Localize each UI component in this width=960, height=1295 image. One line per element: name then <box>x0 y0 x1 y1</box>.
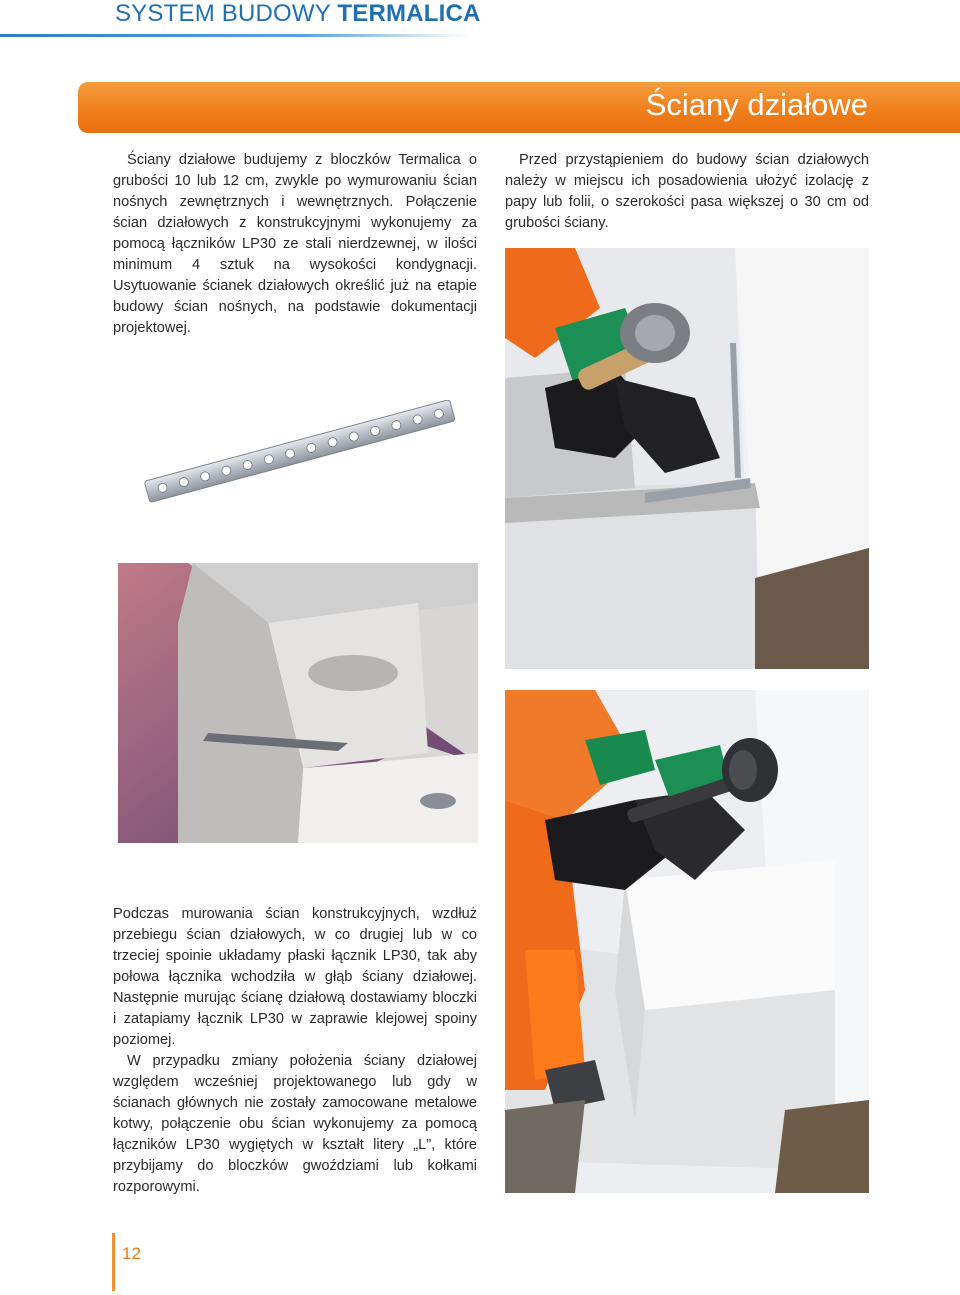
page-number-bar <box>112 1233 115 1291</box>
intro-paragraph: Ściany działowe budujemy z bloczków Termalica o grubości 10 lub 12 cm, zwykle po wymurowaniu ścian nośnych zewnętrznych i wewnętrznych. Połączenie ścian działowych z konstrukcyjnymi wykonujemy za pomocą łączników LP30 ze stali nierdzewnej, w ilości minimum 4 sztuk na wysokości kondygnacji. Usytuowanie ścianek działowych określić już na etapie budowy ścian nośnych, na podstawie dokumentacji projektowej. <box>113 152 477 336</box>
page-number: 12 <box>122 1244 141 1263</box>
photo-block-placement <box>505 690 869 1193</box>
photo-corner-installation <box>505 248 869 669</box>
header-title-bold: TERMALICA <box>337 0 481 27</box>
masonry-paragraph: Podczas murowania ścian konstrukcyjnych, wzdłuż przebiegu ścian działowych, w co drugiej lub w co trzeciej spoinie układamy płaski łącznik LP30, tak aby połowa łącznika wchodziła w głąb ściany działowej. Następnie murując ścianę działową dostawiamy bloczki i zatapiamy łącznik LP30 w zaprawie klejowej spoiny poziomej. <box>113 906 477 1048</box>
section-title: Ściany działowe <box>645 87 868 122</box>
header-title <box>115 0 481 28</box>
header-title-regular: SYSTEM BUDOWY <box>115 0 338 27</box>
lp30-connector-image <box>140 400 460 505</box>
header-underline <box>0 34 470 37</box>
photo-blocks-with-connector <box>118 563 478 843</box>
change-paragraph: W przypadku zmiany położenia ściany działowej względem wcześniej projektowanego lub gdy w ścianach głównych nie zostały zamocowane metalowe kotwy, połączenie obu ścian wykonujemy za pomocą łączników LP30 wygiętych w kształt litery „L”, które przybijamy do bloczków gwoździami lub kołkami rozporowymi. <box>113 1053 477 1195</box>
insulation-paragraph: Przed przystąpieniem do budowy ścian działowych należy w miejscu ich posadowienia ułożyć izolację z papy lub folii, o szerokości pasa większej o 30 cm od grubości ściany. <box>505 152 869 231</box>
